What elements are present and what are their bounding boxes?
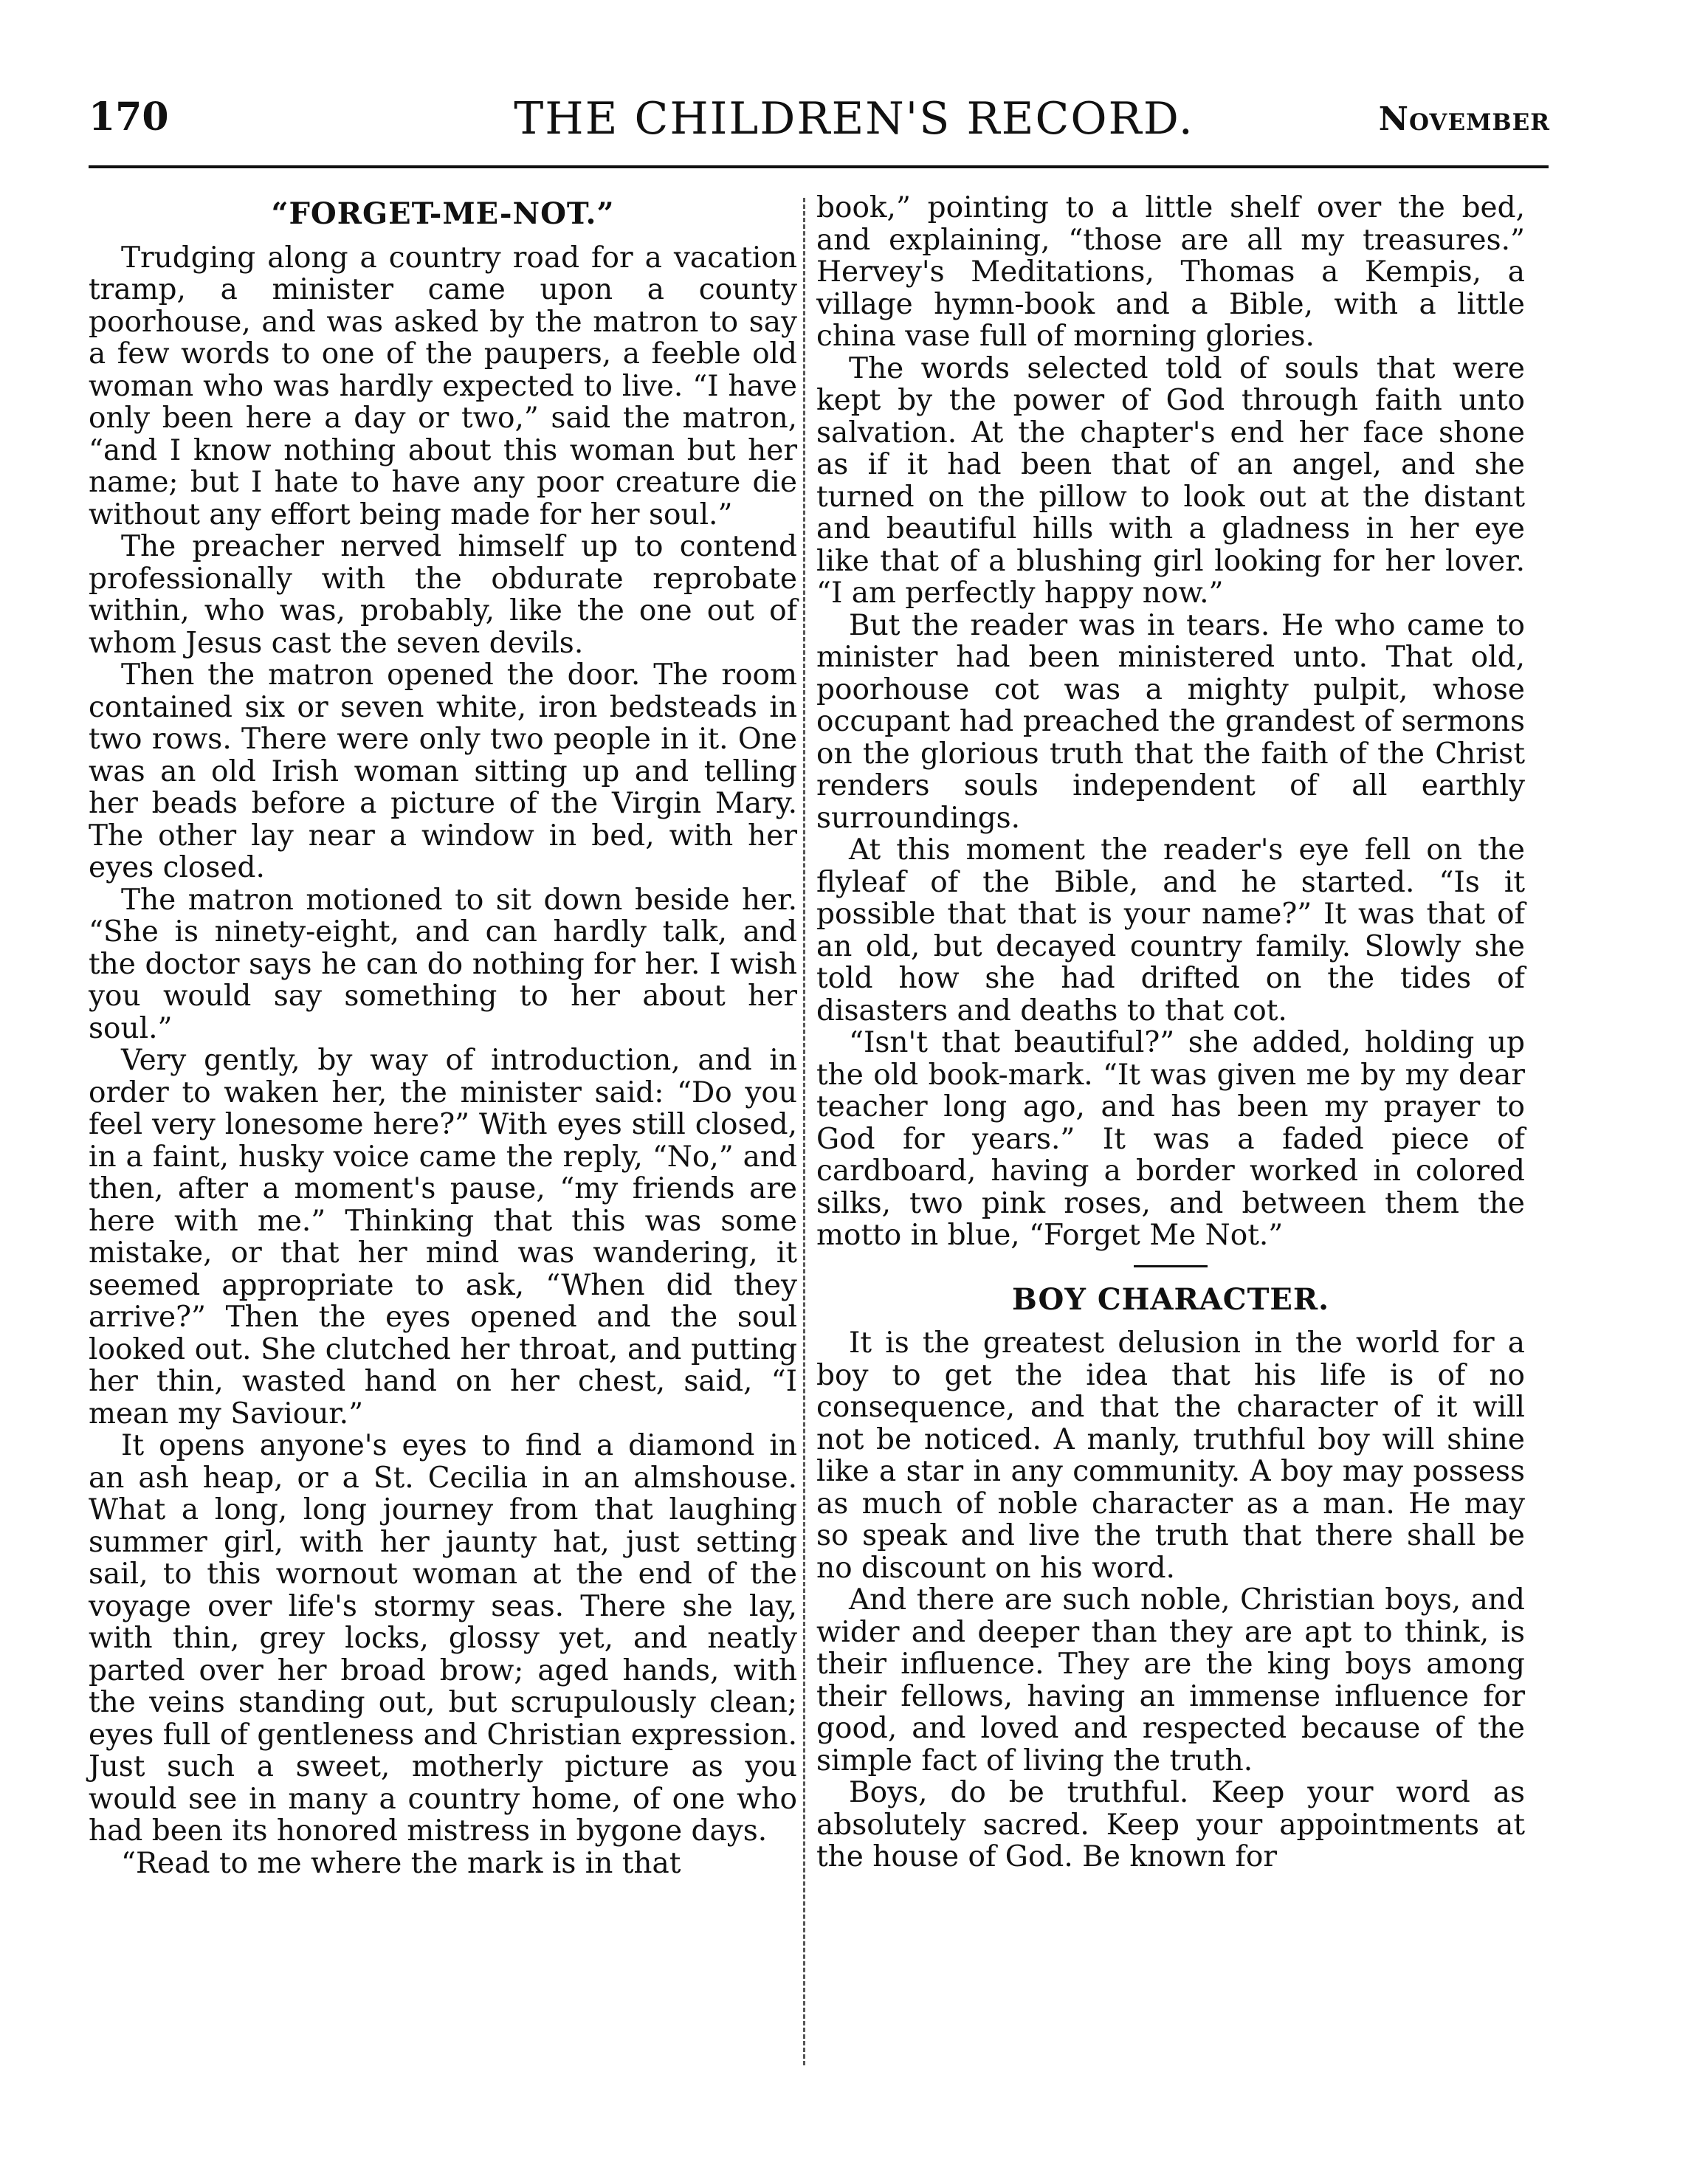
paragraph: Trudging along a country road for a vacation tramp, a minister came upon a county poorhouse, and was asked by the matron to say a few words to one of the paupers, a feeble old woman who was hardly expected to live. “I have only been here a day or two,” said the matron, “and I know nothing about this woman but her name; but I hate to have any poor creature die without any effort being made for her soul.” [89,241,797,531]
left-column [89,192,797,1879]
section-separator [1134,1265,1208,1267]
paragraph: It is the greatest delusion in the world for a boy to get the idea that his life is of no consequence, and that the character of it will not be noticed. A manly, truthful boy will shine like a star in any community. A boy may possess as much of noble character as a man. He may so speak and live the truth that there shall be no discount on his word. [816,1326,1525,1585]
paragraph: “Isn't that beautiful?” she added, holding up the old book-mark. “It was given me by my dear teacher long ago, and has been my prayer to God for years.” It was a faded piece of cardboard, having a border worked in colored silks, two pink roses, and between them the motto in blue, “Forget Me Not.” [816,1026,1525,1252]
paragraph: book,” pointing to a little shelf over the bed, and explaining, “those are all my treasures.” Hervey's Meditations, Thomas a Kempis, a village hymn-book and a Bible, with a little china vase full of morning glories. [816,191,1525,353]
article-heading-boy-character: BOY CHARACTER. [1011,1281,1330,1317]
right-column [816,192,1525,1873]
paragraph: Boys, do be truthful. Keep your word as absolutely sacred. Keep your appointments at the house of God. Be known for [816,1776,1525,1873]
paragraph: “Read to me where the mark is in that [121,1846,681,1880]
paragraph: And there are such noble, Christian boys, and wider and deeper than they are apt to think, is their influence. They are the king boys among their fellows, having an immense influence for good, and loved and respected because of the simple fact of living the truth. [816,1583,1525,1777]
paragraph: It opens anyone's eyes to find a diamond in an ash heap, or a St. Cecilia in an almshouse. What a long, long journey from that laughing summer girl, with her jaunty hat, just setting sail, to this wornout woman at the end of the voyage over life's stormy seas. There she lay, with thin, grey locks, glossy yet, and neatly parted over her broad brow; aged hands, with the veins standing out, but scrupulously clean; eyes full of gentleness and Christian expression. Just such a sweet, motherly picture as you would see in many a country home, of one who had been its honored mistress in bygone days. [89,1429,797,1848]
column-divider [803,198,805,2065]
issue-month: November [1378,100,1550,138]
paragraph: The preacher nerved himself up to contend professionally with the obdurate reprobate within, who was, probably, like the one out of whom Jesus cast the seven devils. [89,530,797,660]
paragraph: The matron motioned to sit down beside her. “She is ninety-eight, and can hardly talk, and the doctor says he can do nothing for her. I wish you would say something to her about her soul.” [89,883,797,1045]
paragraph: At this moment the reader's eye fell on the flyleaf of the Bible, and he started. “Is it possible that that is your name?” It was that of an old, but decayed country family. Slowly she told how she had drifted on the tides of disasters and deaths to that cot. [816,833,1525,1028]
masthead-title: THE CHILDREN'S RECORD. [514,93,1194,145]
paragraph: But the reader was in tears. He who came to minister had been ministered unto. That old, poorhouse cot was a mighty pulpit, whose occupant had preached the grandest of sermons on the glorious truth that the faith of the Christ renders souls independent of all earthly surroundings. [816,608,1525,835]
article-heading-forget-me-not: “FORGET-ME-NOT.” [271,196,615,231]
paragraph: Very gently, by way of introduction, and in order to waken her, the minister said: “Do you feel very lonesome here?” With eyes still closed, in a faint, husky voice came the reply, “No,” and then, after a moment's pause, “my friends are here with me.” Thinking that this was some mistake, or that her mind was wandering, it seemed appropriate to ask, “When did they arrive?” Then the eyes opened and the soul looked out. She clutched her throat, and putting her thin, wasted hand on her chest, said, “I mean my Saviour.” [89,1044,797,1431]
paragraph: The words selected told of souls that were kept by the power of God through faith unto salvation. At the chapter's end her face shone as if it had been that of an angel, and she turned on the pillow to look out at the distant and beautiful hills with a gladness in her eye like that of a blushing girl looking for her lover. “I am perfectly happy now.” [816,351,1525,610]
header-rule [89,165,1549,168]
paragraph: Then the matron opened the door. The room contained six or seven white, iron bedsteads in two rows. There were only two people in it. One was an old Irish woman sitting up and telling her beads before a picture of the Virgin Mary. The other lay near a window in bed, with her eyes closed. [89,658,797,884]
page-number: 170 [89,94,169,140]
